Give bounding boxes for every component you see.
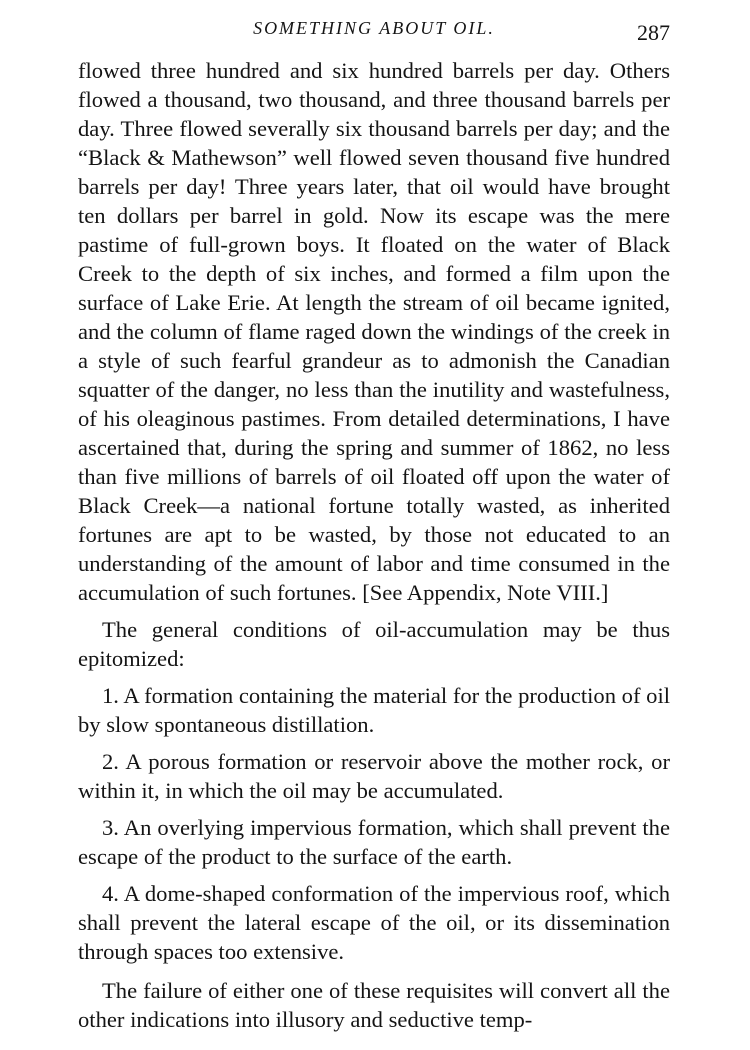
page-header xyxy=(78,10,670,50)
paragraph-requisites-failure: The failure of either one of these requisites will convert all the other indications into illusory and seductive temp- xyxy=(78,978,670,1032)
paragraph-continued: flowed three hundred and six hundred barrels per day. Others flowed a thousand, two thousand, and three thousand barrels per day. Three flowed severally six thousand barrels per day; and the “Black & Mathewson” well flowed seven thousand five hundred barrels per day! Three years later, that oil would have brought ten dollars per barrel in gold. Now its escape was the mere pastime of full-grown boys. It floated on the water of Black Creek to the depth of six inches, and formed a film upon the surface of Lake Erie. At length the stream of oil became ignited, and the column of flame raged down the windings of the creek in a style of such fearful grandeur as to admonish the Canadian squatter of the danger, no less than the inutility and wastefulness, of his oleaginous pastimes. From detailed determinations, I have ascertained that, during the spring and summer of 1862, no less than five millions of barrels of oil floated off upon the water of Black Creek—a national fortune totally wasted, as inherited fortunes are apt to be wasted, by those not educated to an understanding of the amount of labor and time consumed in the accumulation of such fortunes. [See Appendix, Note VIII.] xyxy=(78,58,670,605)
condition-item-3: 3. An overlying impervious formation, which shall prevent the escape of the product to the surface of the earth. xyxy=(78,815,670,869)
condition-item-2: 2. A porous formation or reservoir above the mother rock, or within it, in which the oil may be accumulated. xyxy=(78,749,670,803)
page-body xyxy=(78,56,670,1034)
condition-item-4: 4. A dome-shaped conformation of the impervious roof, which shall prevent the lateral escape of the oil, or its dissemination through spaces too extensive. xyxy=(78,881,670,964)
paragraph-conditions-intro: The general conditions of oil-accumulation may be thus epitomized: xyxy=(78,617,670,671)
page-number: 287 xyxy=(637,20,670,45)
running-title: SOMETHING ABOUT OIL. xyxy=(253,18,495,38)
condition-item-1: 1. A formation containing the material for the production of oil by slow spontaneous distillation. xyxy=(78,683,670,737)
